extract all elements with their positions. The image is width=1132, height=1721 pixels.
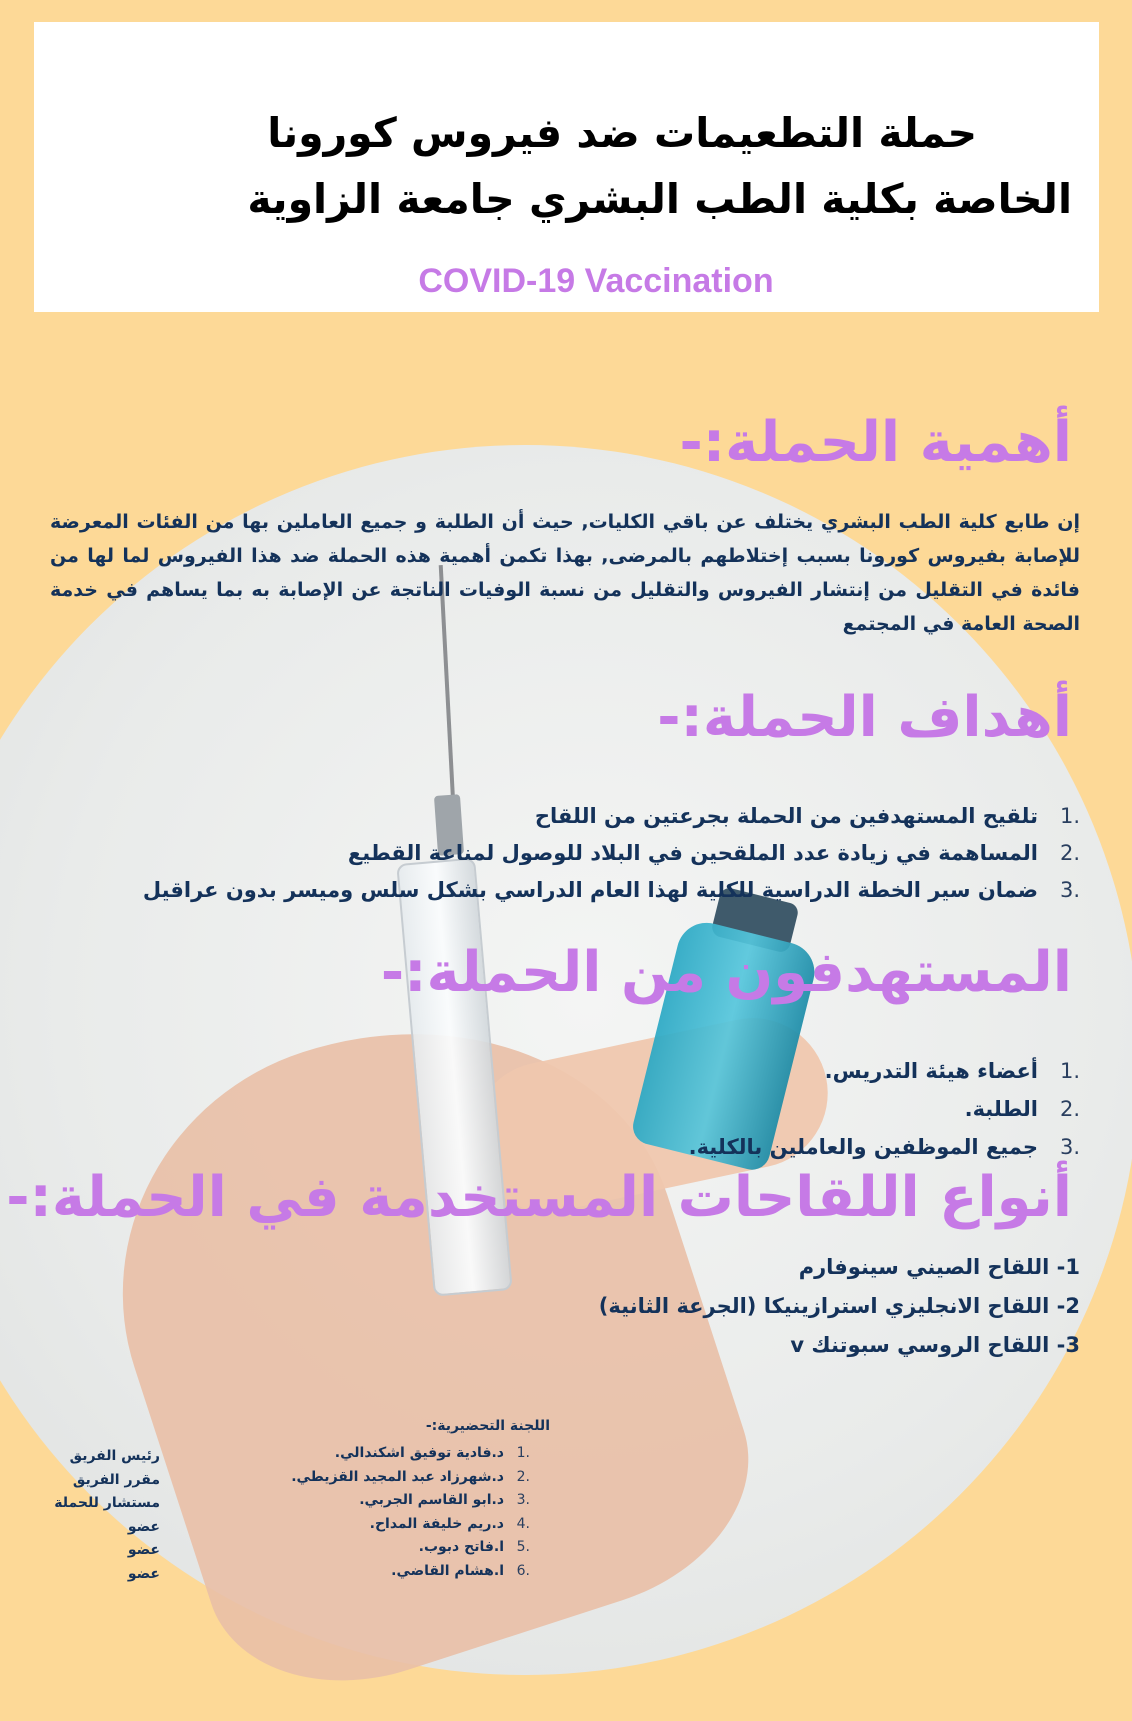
list-item: 3- اللقاح الروسي سبوتنك v	[790, 1333, 1080, 1357]
list-item: 1- اللقاح الصيني سينوفارم	[798, 1255, 1080, 1279]
role-label: مستشار للحملة	[54, 1495, 160, 1511]
list-item	[190, 1536, 530, 1560]
list-item	[190, 1466, 530, 1490]
targets-heading: المستهدفون من الحملة:-	[380, 940, 1072, 1005]
list-item	[190, 1489, 530, 1513]
vaccines-heading: أنواع اللقاحات المستخدمة في الحملة:-	[6, 1165, 1072, 1230]
list-item	[380, 1090, 1080, 1128]
item-number: .2	[1059, 841, 1080, 865]
committee-title: اللجنة التحضيرية:-	[425, 1418, 550, 1434]
list-item	[100, 835, 1080, 872]
committee-roles	[20, 1445, 160, 1586]
list-item	[190, 1442, 530, 1466]
item-number: .1	[516, 1445, 530, 1461]
item-text: المساهمة في زيادة عدد الملقحين في البلاد للوصول لمناعة القطيع	[347, 841, 1038, 865]
importance-heading: أهمية الحملة:-	[679, 410, 1072, 475]
list-item	[190, 1560, 530, 1584]
member-name: د.ابو القاسم الجربي.	[359, 1492, 504, 1508]
item-number: .4	[516, 1515, 530, 1532]
item-number: .1	[1059, 804, 1080, 828]
importance-paragraph: إن طابع كلية الطب البشري يختلف عن باقي الكليات, حيث أن الطلبة و جميع العاملين بها من الفئات المعرضة للإصابة بفيروس كورونا بسبب إختلاطهم بالمرضى, بهذا تكمن أهمية هذه الحملة ضد هذا الفيروس لما لها من فائدة في التقليل من إنتشار الفيروس والتقليل من نسبة الوفيات الناتجة عن الإصابة به بما يساهم في خدمة الصحة العامة في المجتمع	[50, 511, 1080, 635]
role-label: مقرر الفريق	[72, 1471, 160, 1488]
member-name: د.شهرزاد عبد المجيد القزيطي.	[291, 1468, 504, 1485]
member-name: د.ريم خليفة المداح.	[369, 1515, 504, 1532]
list-item	[380, 1128, 1080, 1166]
item-number: .5	[516, 1539, 530, 1555]
goals-heading: أهداف الحملة:-	[657, 685, 1072, 750]
member-name: د.فادية توفيق اشكندالي.	[334, 1445, 504, 1461]
item-number: .1	[1059, 1059, 1080, 1083]
list-item	[380, 1052, 1080, 1090]
item-text: تلقيح المستهدفين من الحملة بجرعتين من اللقاح	[534, 804, 1038, 828]
item-number: .3	[516, 1492, 530, 1508]
role-label: عضو	[127, 1542, 160, 1558]
committee-list	[190, 1442, 530, 1583]
item-number: .6	[516, 1562, 530, 1579]
vaccines-list	[599, 1248, 1080, 1365]
page-title	[72, 100, 1072, 232]
item-number: .2	[1059, 1097, 1080, 1121]
list-item	[100, 872, 1080, 909]
item-number: .2	[516, 1468, 530, 1485]
goals-list	[100, 798, 1080, 909]
item-text: ضمان سير الخطة الدراسية للكلية لهذا العام الدراسي بشكل سلس وميسر بدون عراقيل	[142, 878, 1038, 902]
item-number: .3	[1059, 1135, 1080, 1159]
item-text: الطلبة.	[964, 1097, 1038, 1121]
member-name: ا.فاتح دبوب.	[418, 1539, 504, 1555]
title-line-2: الخاصة بكلية الطب البشري جامعة الزاوية	[247, 175, 1072, 223]
list-item: 2- اللقاح الانجليزي استرازينيكا (الجرعة الثانية)	[598, 1294, 1080, 1318]
targets-list	[380, 1052, 1080, 1166]
subtitle: COVID-19 Vaccination	[418, 262, 774, 300]
list-item	[190, 1513, 530, 1537]
list-item	[100, 798, 1080, 835]
item-text: جميع الموظفين والعاملين بالكلية.	[688, 1135, 1038, 1159]
role-label: عضو	[127, 1565, 160, 1582]
item-number: .3	[1059, 878, 1080, 902]
role-label: عضو	[127, 1518, 160, 1535]
member-name: ا.هشام القاضي.	[391, 1562, 504, 1579]
item-text: أعضاء هيئة التدريس.	[824, 1059, 1038, 1083]
title-line-1: حملة التطعيمات ضد فيروس كورونا	[267, 109, 977, 157]
role-label: رئيس الفريق	[69, 1448, 160, 1464]
